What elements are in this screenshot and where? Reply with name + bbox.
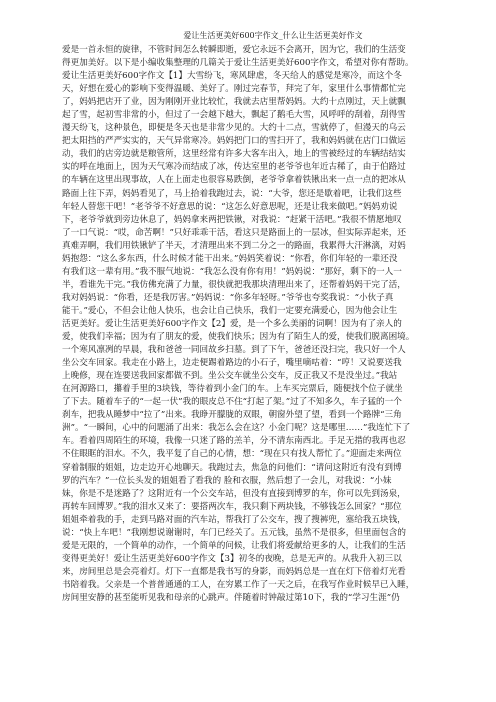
body-line: 起了雪，起初雪非常的小，但过了一会越下越大，飘起了鹅毛大雪，风呼呼的刮着，刮得雪 xyxy=(62,110,406,121)
body-line: 不住眼眶的泪水。不久，我平复了自己的心情，想：“现在只有找人帮忙了。”迎面走来两位 xyxy=(62,449,402,460)
body-line: 真难弄啊，我们用铁锹铲了半天，才清理出来不到二分之一的路面，我累得大汗淋漓，对妈 xyxy=(62,240,406,251)
body-line: 说：“快上车吧！”我刚想说谢谢时，车门已经关了。五元钱，虽然不是很多，但里面包含的 xyxy=(62,527,406,538)
body-line: 漫天纷飞，这种景色，即便是冬天也是非常少见的。大约十二点，雪就停了，但漫天的乌云 xyxy=(62,123,406,134)
document-body xyxy=(62,44,476,605)
body-line: 一个寒风凛冽的早晨，我和爸爸一同回故乡扫墓。到了下午，爸爸还没扫完，我只好一个人 xyxy=(62,345,406,356)
body-line: 我对妈妈说：“你看，还是我厉害。”妈妈说：“你多年轻呀。”爷爷也夸奖我说：“小伙子真 xyxy=(62,292,394,303)
body-line: 妈抱怨：“这么多东西，什么时候才能干出来。”妈妈笑着说：“你看，你们年轻的一辈还没 xyxy=(62,253,398,264)
body-line: 得更加美好。以下是小编收集整理的几篇关于爱让生活更美好600字作文，希望对你有帮助。 xyxy=(62,58,414,69)
body-line: 书陪着我。父亲是一个普普通通的工人，在穷累工作了一天之后，在我写作业时候早已入睡， xyxy=(62,579,415,590)
body-line: 有我们这一辈有用。”我不服气地说：“我怎么没有你有用！”妈妈说：“那好，剩下的一人一 xyxy=(62,266,402,277)
body-line: 能干。”爱心，不但会让他人快乐，也会让自己快乐，我们一定要充满爱心，因为他会让生 xyxy=(62,305,398,316)
body-line: 爱让生活更美好600字作文【1】大雪纷飞，寒风肆虐，冬天给人的感觉是寒冷，而这个冬 xyxy=(62,71,402,82)
body-line: 动，我们的店旁边就是粮管所，这里经常有许多大客车出入，地上的雪被经过的车辆结结实 xyxy=(62,149,406,160)
body-line: 了一口气说：“哎，命苦啊！”只好乖乖干活，看这只是路面上的一层冰，但实际弄起来，还 xyxy=(62,227,406,238)
body-line: 来，房间里总是会亮着灯。灯下一直都是我书写的身影，而妈妈总是一直在灯下倍着灯光看 xyxy=(62,566,406,577)
body-line: 在河源路口，攥着手里的3块钱，等待着到小金门的车。上车买完票后，随便找个位子就坐 xyxy=(62,384,403,395)
body-line: 爱是无限的，一个简单的动作，一个简单的问候，让我们将爱献给更多的人，让我们的生活 xyxy=(62,540,406,551)
body-line: 把太阳挡的严严实实的，天气异常寒冷。妈妈把门口的雪扫开了，我和妈妈就在店门口做运 xyxy=(62,136,406,147)
body-line: 车。看着四周陌生的环境，我像一只迷了路的羔羊，分不清东南西北。手足无措的我再也忍 xyxy=(62,436,406,447)
body-line: 姐姐牵着我的手，走到马路对面的汽车站，帮我打了公交车，搜了搜裤兜，塞给我五块钱， xyxy=(62,514,406,525)
document-title: 爱让生活更美好600字作文_什么让生活更美好作文 xyxy=(183,31,363,40)
body-line: 了下去。随着车子的“一起一伏”我的眼皮总不住“打起了架。”过了不知多久，车子猛的一个 xyxy=(62,397,402,408)
body-line: 下，老爷爷就到旁边休息了，妈妈拿来两把铁锹，对我说：“赶紧干活吧。”我很不情愿地叹 xyxy=(62,214,402,225)
body-line: 的车辆在这里出现事故，人在上面走也很容易跌倒，老爷爷拿着铁锹出来一点一点的把冰从 xyxy=(62,175,406,186)
body-line: 活更美好。爱让生活更美好600字作文【2】爱，是一个多么美丽的词啊！因为有了亲人的 xyxy=(62,318,402,329)
body-line: 年轻人替您干吧！”老爷爷不好意思的说：“这怎么好意思呢，还是让我来做吧。”妈妈劝说 xyxy=(62,201,398,212)
body-line: 路面上往下弄，妈妈看见了，马上拾着我跑过去，说：“大爷，您还是歇着吧，让我们这些 xyxy=(62,188,402,199)
body-line: 洲”。“一瞬间，心中的问题涌了出来：我怎么会在这？小金门呢？这是哪里……”我连忙下了 xyxy=(62,423,411,434)
body-line: 变得更美好！爱让生活更美好600字作文【3】初冬的夜晚，总是无声的。从我升入初三以 xyxy=(62,553,402,564)
body-line: 半，看谁先干完。”我仿佛充满了力量，很快就把我那块清理出来了，还帮着妈妈干完了活， xyxy=(62,279,406,290)
body-line: 穿着制服的姐姐，边走边开心地聊天。我跑过去，焦急的问他们：“请问这附近有没有到博 xyxy=(62,462,402,473)
body-line: 刹车，把我从睡梦中“拉了”出来。我睁开朦胧的双眼，朝窗外望了望，看到一个路牌“三角 xyxy=(62,410,402,421)
body-line: 天，好想在爱心的影响下变得温暖、美好了。刚过完春节，拜完了年，家里什么事情都忙完 xyxy=(62,84,406,95)
body-line: 房间里安静的甚至能听见我和母亲的心跳声。伴随着时钟敲过第10下，我的“学习生涯”仍 xyxy=(62,592,400,603)
body-line: 了，妈妈把店开了业，因为刚刚开业比较忙，我就去店里帮妈妈。大约十点刚过，天上就飘 xyxy=(62,97,406,108)
body-line: 妹，你是不是迷路了？这附近有一个公交车站，但没有直接到博罗的车，你可以先到汤泉， xyxy=(62,488,406,499)
body-line: 实的呼在地面上，因为天气寒冷而结成了冰，传达室里的老爷爷也年近古稀了，由于伯路过 xyxy=(62,162,406,173)
body-line: 坐公交车回家。我走在小路上，边走便踢着路边的小石子，嘴里嘀咕着：“哼！又说要送我 xyxy=(62,358,402,369)
body-line: 罗的汽车？”一位长头发的姐姐看了看我的 脸和衣服，然后想了一会儿，对我说：“小妹 xyxy=(62,475,392,486)
body-line: 爱是一首永恒的旋律，不管时间怎么转瞬即逝，爱它永远不会离开，因为它，我们的生活变 xyxy=(62,45,406,55)
body-line: 再转车回博罗。”我的泪水又来了：要搭两次车，我只剩下两块钱，不够钱怎么回家？“那位 xyxy=(62,501,402,512)
body-line: 爱，使我们幸福；因为有了朋友的爱，使我们快乐；因为有了陌生人的爱，使我们脱离困境。 xyxy=(62,332,415,343)
body-line: 上晚修，现在连要送我回家都做不到。坐公交车就坐公交车，反正我又不是没坐过。”我站 xyxy=(62,371,398,382)
